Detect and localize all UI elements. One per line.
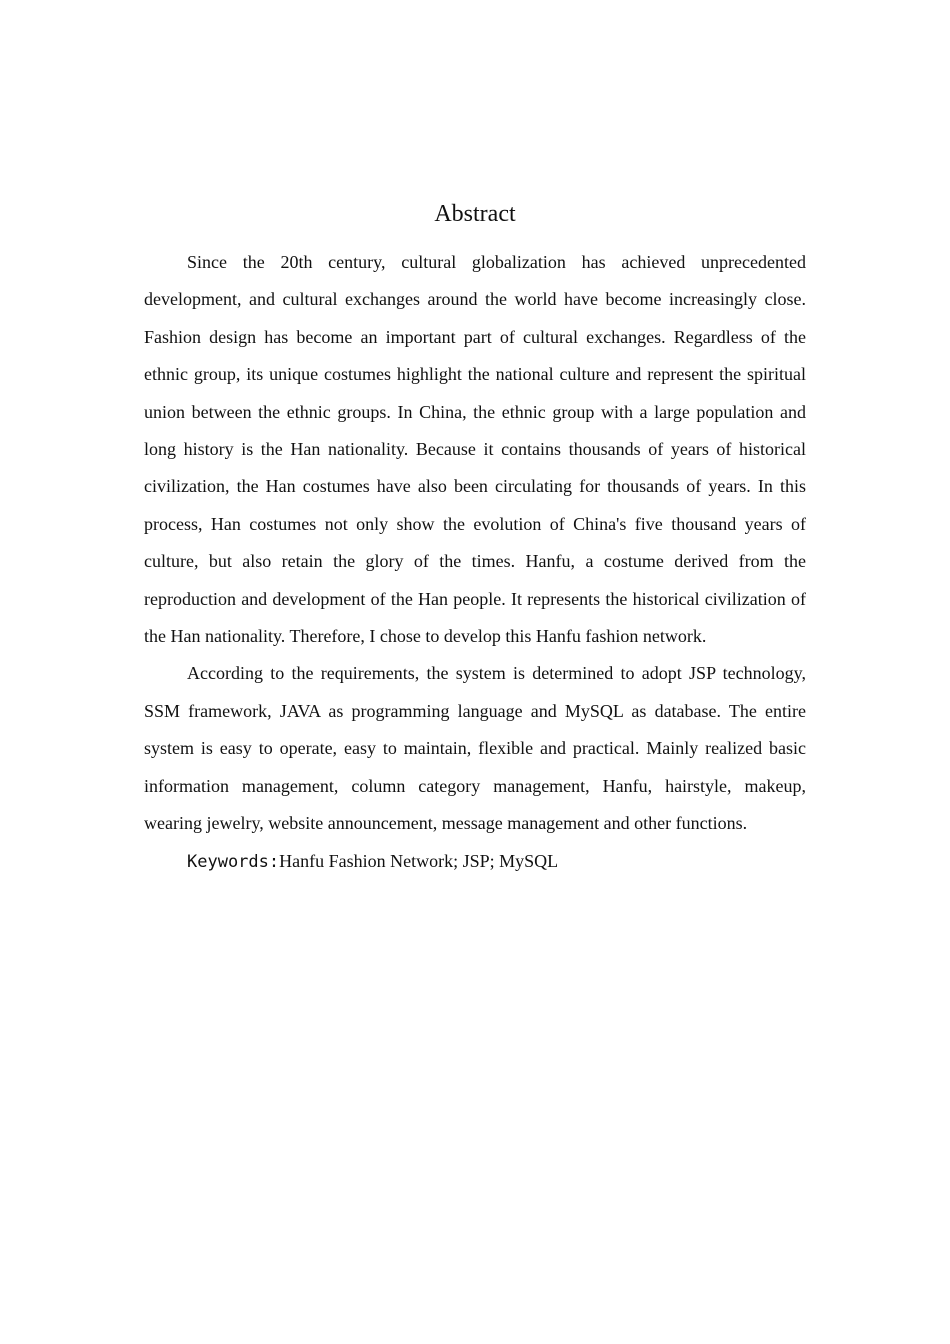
- abstract-paragraph-2: According to the requirements, the system is determined to adopt JSP technology, SSM framework, JAVA as programming language and MySQL as database. The entire system is easy to operate, easy to maintain, flexible and practical. Mainly realized basic information management, column category management, Hanfu, hairstyle, makeup, wearing jewelry, website announcement, message management and other functions.: [144, 663, 806, 834]
- abstract-page: [144, 196, 806, 881]
- keywords-line: [144, 843, 806, 881]
- keywords-text: Hanfu Fashion Network; JSP; MySQL: [279, 850, 559, 871]
- abstract-title: Abstract: [434, 201, 516, 227]
- keywords-label: Keywords:: [187, 851, 280, 872]
- abstract-paragraph-1: Since the 20th century, cultural globalization has achieved unprecedented development, and cultural exchanges around the world have become increasingly close. Fashion design has become an important part of cultural exchanges. Regardless of the ethnic group, its unique costumes highlight the national culture and represent the spiritual union between the ethnic groups. In China, the ethnic group with a large population and long history is the Han nationality. Because it contains thousands of years of historical civilization, the Han costumes have also been circulating for thousands of years. In this process, Han costumes not only show the evolution of China's five thousand years of culture, but also retain the glory of the times. Hanfu, a costume derived from the reproduction and development of the Han people. It represents the historical civilization of the Han nationality. Therefore, I chose to develop this Hanfu fashion network.: [144, 252, 806, 647]
